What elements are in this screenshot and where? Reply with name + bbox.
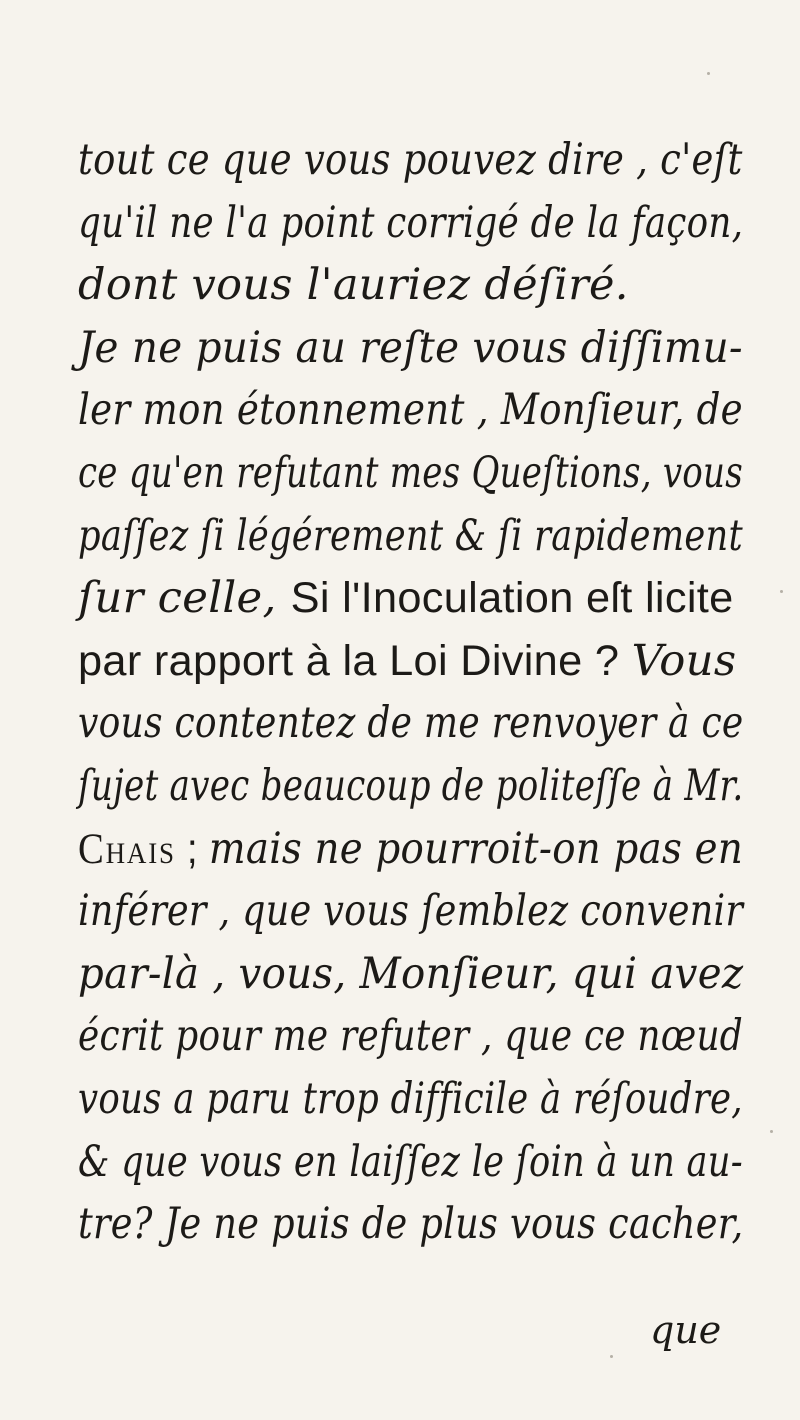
- text-line: [78, 130, 743, 190]
- text-line: [78, 944, 744, 1004]
- text-run: mais ne pourroit-on pas en: [208, 823, 744, 874]
- text-run: ;: [175, 824, 209, 873]
- text-line: [78, 631, 743, 691]
- paper-speck: [610, 1355, 613, 1358]
- text-line: [78, 1006, 744, 1066]
- text-run: & que vous en laiſſez le ſoin à un au-: [78, 1136, 743, 1187]
- text-run: qu'il ne l'a point corrigé de la façon,: [78, 197, 744, 248]
- text-line: [78, 819, 744, 879]
- text-run: par-là , vous, Monſieur, qui avez: [78, 948, 744, 999]
- text-run: ler mon étonnement , Monſieur, de: [78, 385, 743, 436]
- text-run: Chais: [78, 825, 176, 873]
- text-run: tout ce que vous pouvez dire , c'eſt: [78, 135, 743, 185]
- text-run: vous contentez de me renvoyer à ce: [78, 698, 744, 749]
- text-line: [78, 881, 744, 941]
- text-line: [78, 506, 743, 566]
- text-run: ſujet avec beaucoup de politeſſe à Mr.: [78, 761, 744, 811]
- text-line: [78, 568, 743, 628]
- text-run: ſur celle,: [78, 573, 291, 624]
- text-run: Si l'Inoculation eſt licite: [290, 574, 734, 623]
- text-line: [78, 756, 744, 816]
- text-run: écrit pour me refuter , que ce nœud: [78, 1011, 744, 1062]
- text-run: dont vous l'auriez déſiré.: [78, 260, 629, 311]
- text-line: [78, 255, 738, 315]
- text-line: [78, 1132, 743, 1192]
- text-run: par rapport à la Loi Divine ?: [78, 636, 632, 685]
- paper-speck: [780, 590, 783, 593]
- text-run: ce qu'en refutant mes Queſtions, vous: [78, 448, 743, 498]
- catchword: que: [650, 1308, 722, 1352]
- text-run: Vous: [631, 635, 737, 686]
- text-line: [78, 380, 743, 440]
- text-line: [78, 193, 744, 253]
- text-line: [78, 318, 743, 378]
- text-run: Je ne puis au reſte vous diſſimu-: [78, 322, 743, 373]
- paper-speck: [770, 1130, 773, 1133]
- text-run: tre? Je ne puis de plus vous cacher,: [78, 1199, 744, 1250]
- text-run: vous a paru trop difficile à réſoudre,: [78, 1074, 743, 1124]
- text-run: inférer , que vous ſemblez convenir: [78, 886, 744, 937]
- text-run: paſſez ſi légérement & ſi rapidement: [78, 510, 743, 561]
- text-line: [78, 1069, 743, 1129]
- paper-speck: [707, 72, 710, 75]
- text-line: [78, 443, 743, 503]
- text-line: [78, 693, 744, 753]
- text-line: [78, 1194, 744, 1254]
